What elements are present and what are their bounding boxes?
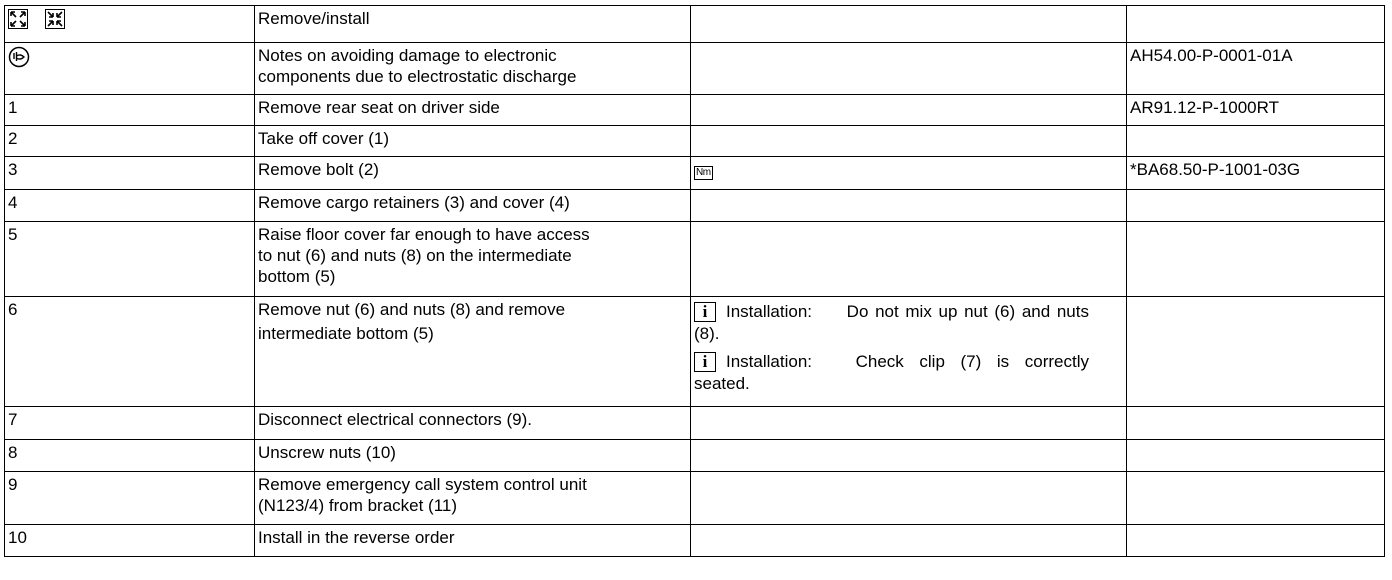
page-title: Remove/install: [255, 6, 691, 43]
step-text: Remove nut (6) and nuts (8) and remove intermediate bottom (5): [255, 297, 691, 407]
step-number: 3: [5, 157, 255, 190]
table-row: [5, 525, 1385, 557]
table-row: [5, 157, 1385, 190]
step-note-cell: [691, 126, 1127, 157]
step-note-cell: [691, 297, 1127, 407]
step-text: Remove emergency call system control unit (N123/4) from bracket (11): [255, 472, 691, 525]
caution-ref[interactable]: AH54.00-P-0001-01A: [1127, 43, 1385, 95]
step-number: 5: [5, 222, 255, 297]
note-text: Check clip (7) is correctly seated.: [694, 352, 1089, 393]
installation-note: [694, 301, 1089, 345]
step-note-cell: [691, 190, 1127, 222]
step-note-cell: [691, 95, 1127, 126]
caution-icon-cell: [5, 43, 255, 95]
step-ref: [1127, 525, 1385, 557]
step-ref: [1127, 297, 1385, 407]
step-ref: [1127, 440, 1385, 472]
expand-arrows-icon[interactable]: [8, 9, 28, 29]
torque-nm-icon[interactable]: Nm: [696, 167, 711, 178]
step-text: Disconnect electrical connectors (9).: [255, 407, 691, 440]
step-text: Remove bolt (2): [255, 157, 691, 190]
step-ref: [1127, 126, 1385, 157]
step-ref: [1127, 190, 1385, 222]
info-icon[interactable]: i: [694, 302, 716, 322]
step-number: 10: [5, 525, 255, 557]
collapse-arrows-icon[interactable]: [45, 9, 65, 29]
step-note-cell: [691, 472, 1127, 525]
info-icon[interactable]: i: [694, 352, 716, 372]
step-text: Take off cover (1): [255, 126, 691, 157]
step-number: 1: [5, 95, 255, 126]
installation-note: [694, 351, 1089, 395]
step-number: 4: [5, 190, 255, 222]
step-ref[interactable]: AR91.12-P-1000RT: [1127, 95, 1385, 126]
step-ref[interactable]: *BA68.50-P-1001-03G: [1127, 157, 1385, 190]
note-text: Do not mix up nut (6) and nuts (8).: [694, 302, 1089, 343]
step-ref: [1127, 472, 1385, 525]
step-note-cell: [691, 440, 1127, 472]
header-icons-cell: [5, 6, 255, 43]
table-row: [5, 95, 1385, 126]
caution-hand-icon: [8, 46, 30, 73]
header-note-cell: [691, 6, 1127, 43]
header-row: [5, 6, 1385, 43]
step-ref: [1127, 222, 1385, 297]
table-row: [5, 407, 1385, 440]
table-row: [5, 297, 1385, 407]
step-text: Remove rear seat on driver side: [255, 95, 691, 126]
step-number: 9: [5, 472, 255, 525]
note-label: Installation:: [726, 302, 812, 321]
step-note-cell: [691, 222, 1127, 297]
step-text: Raise floor cover far enough to have access to nut (6) and nuts (8) on the intermediate bottom (5): [255, 222, 691, 297]
step-text: Unscrew nuts (10): [255, 440, 691, 472]
header-ref-cell: [1127, 6, 1385, 43]
step-number: 8: [5, 440, 255, 472]
step-number: 2: [5, 126, 255, 157]
caution-note-cell: [691, 43, 1127, 95]
table-row: [5, 126, 1385, 157]
table-row: [5, 222, 1385, 297]
step-note-cell: [691, 157, 1127, 190]
table-row: [5, 440, 1385, 472]
caution-row: [5, 43, 1385, 95]
step-text: Install in the reverse order: [255, 525, 691, 557]
procedure-table: [4, 5, 1385, 557]
note-label: Installation:: [726, 352, 812, 371]
step-note-cell: [691, 525, 1127, 557]
step-number: 7: [5, 407, 255, 440]
caution-text: Notes on avoiding damage to electronic components due to electrostatic discharge: [255, 43, 691, 95]
step-number: 6: [5, 297, 255, 407]
table-row: [5, 190, 1385, 222]
step-ref: [1127, 407, 1385, 440]
step-note-cell: [691, 407, 1127, 440]
step-text: Remove cargo retainers (3) and cover (4): [255, 190, 691, 222]
table-row: [5, 472, 1385, 525]
